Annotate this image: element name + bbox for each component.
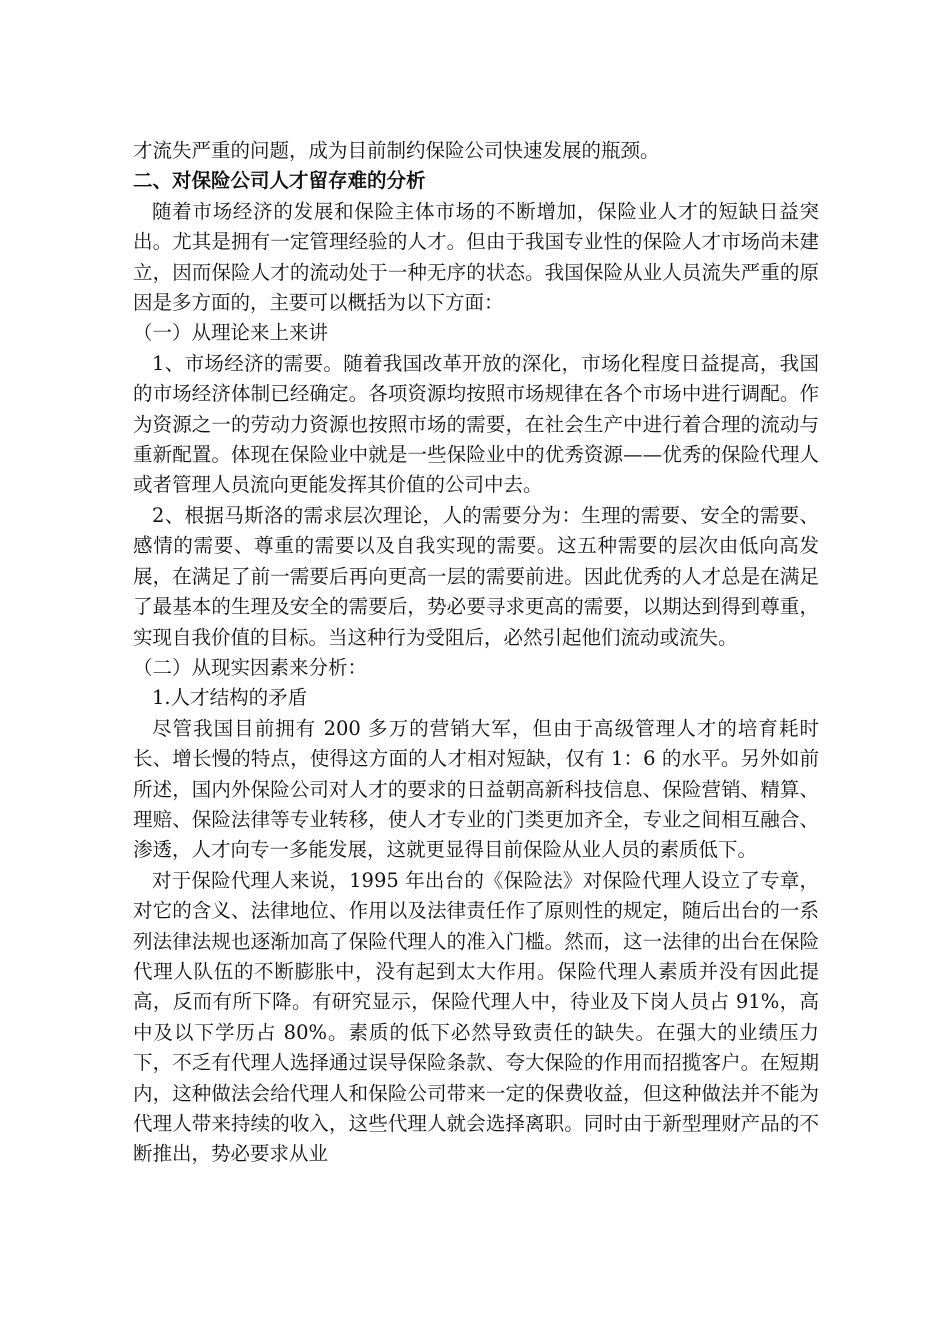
- paragraph-insurance-agents: 对于保险代理人来说，1995 年出台的《保险法》对保险代理人设立了专章，对它的含义、法律地位、作用以及法律责任作了原则性的规定，随后出台的一系列法律法规也逐渐加高了保险代理人的准入门槛。然而，这一法律的出台在保险代理人队伍的不断膨胀中，没有起到太大作用。保险代理人素质并没有因此提高，反而有所下降。有研究显示，保险代理人中，待业及下岗人员占 91%，高中及以下学历占 80%。素质的低下必然导致责任的缺失。在强大的业绩压力下，不乏有代理人选择通过误导保险条款、夸大保险的作用而招揽客户。在短期内，这种做法会给代理人和保险公司带来一定的保费收益，但这种做法并不能为代理人带来持续的收入，这些代理人就会选择离职。同时由于新型理财产品的不断推出，势必要求从业: [133, 868, 819, 1166]
- subsection-heading-reality: （二）从现实因素来分析：: [133, 655, 368, 679]
- paragraph-maslow: 2、根据马斯洛的需求层次理论，人的需要分为：生理的需要、安全的需要、感情的需要、尊重的需要以及自我实现的需要。这五种需要的层次由低向高发展，在满足了前一需要后再向更高一层的需要前进。因此优秀的人才总是在满足了最基本的生理及安全的需要后，势必要寻求更高的需要，以期达到得到尊重，实现自我价值的目标。当这种行为受阻后，必然引起他们流动或流失。: [133, 503, 819, 649]
- paragraph-intro: 随着市场经济的发展和保险主体市场的不断增加，保险业人才的短缺日益突出。尤其是拥有一定管理经验的人才。但由于我国专业性的保险人才市场尚未建立，因而保险人才的流动处于一种无序的状态。我国保险从业人员流失严重的原因是多方面的，主要可以概括为以下方面：: [133, 199, 819, 315]
- paragraph-market-economy: 1、市场经济的需要。随着我国改革开放的深化，市场化程度日益提高，我国的市场经济体制已经确定。各项资源均按照市场规律在各个市场中进行调配。作为资源之一的劳动力资源也按照市场的需要，在社会生产中进行着合理的流动与重新配置。体现在保险业中就是一些保险业中的优秀资源——优秀的保险代理人或者管理人员流向更能发挥其价值的公司中去。: [133, 351, 819, 497]
- section-heading: 二、对保险公司人才留存难的分析: [133, 169, 426, 193]
- paragraph-talent-structure: 尽管我国目前拥有 200 多万的营销大军，但由于高级管理人才的培育耗时长、增长慢的特点，使得这方面的人才相对短缺，仅有 1：6 的水平。另外如前所述，国内外保险公司对人才的要求的日益朝高新科技信息、保险营销、精算、理赔、保险法律等专业转移，使人才专业的门类更加齐全，专业之间相互融合、渗透，人才向专一多能发展，这就更显得目前保险从业人员的素质低下。: [133, 716, 819, 862]
- subsection-item-structure: 1.人才结构的矛盾: [152, 686, 308, 710]
- subsection-heading-theory: （一）从理论来上来讲: [133, 321, 329, 345]
- paragraph-continuation: 才流失严重的问题，成为目前制约保险公司快速发展的瓶颈。: [133, 139, 660, 162]
- document-page: [133, 136, 819, 1170]
